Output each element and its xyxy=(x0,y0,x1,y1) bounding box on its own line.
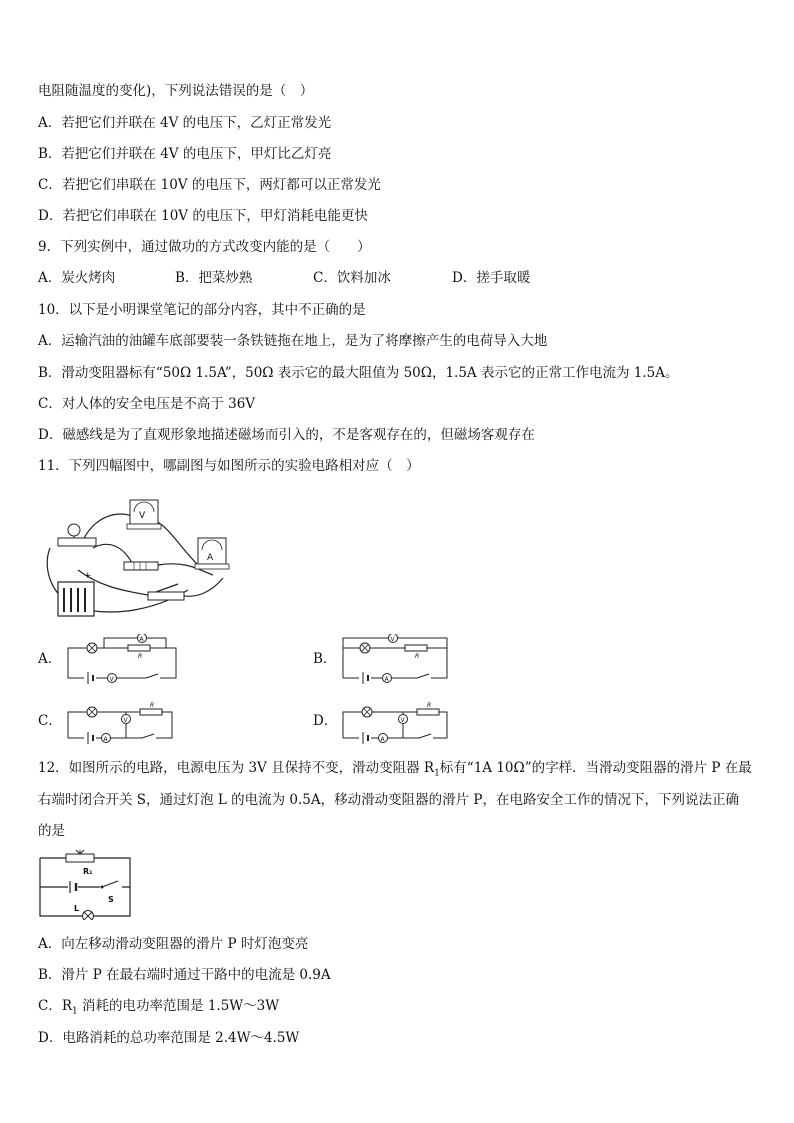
q9-option-b: B．把菜炒熟 xyxy=(175,270,253,286)
q9-option-d: D．搓手取暖 xyxy=(452,270,531,286)
q10-option-c: C．对人体的安全电压是不高于 36V xyxy=(38,396,256,412)
svg-text:R: R xyxy=(138,653,143,660)
svg-text:A: A xyxy=(139,636,144,643)
q12-circuit-figure xyxy=(38,850,134,920)
rheostat-icon xyxy=(124,562,158,570)
q12-stem-line-2: 右端时闭合开关 S，通过灯泡 L 的电流为 0.5A，移动滑动变阻器的滑片 P，在电路安全工作的情况下，下列说法正确 xyxy=(38,792,739,808)
q11-experiment-circuit-figure xyxy=(38,490,248,620)
switch-icon xyxy=(148,584,184,600)
lamp-icon xyxy=(58,524,96,546)
svg-text:R₁: R₁ xyxy=(83,867,93,876)
svg-text:L: L xyxy=(74,904,80,913)
ammeter-icon xyxy=(195,538,229,569)
svg-text:A: A xyxy=(380,736,385,743)
q10-stem: 10．以下是小明课堂笔记的部分内容，其中不正确的是 xyxy=(38,302,366,318)
svg-text:S: S xyxy=(108,895,114,904)
q11-option-a-label: A． xyxy=(38,651,62,667)
q8-option-c: C．若把它们串联在 10V 的电压下，两灯都可以正常发光 xyxy=(38,177,381,193)
q11-option-d-label: D． xyxy=(313,713,338,729)
q11-option-d-circuit xyxy=(341,700,453,744)
q11-option-b-circuit xyxy=(341,634,453,684)
q10-option-d: D．磁感线是为了直观形象地描述磁场而引入的，不是客观存在的，但磁场客观存在 xyxy=(38,427,535,443)
q12-option-d: D．电路消耗的总功率范围是 2.4W～4.5W xyxy=(38,1030,300,1046)
q9-option-c: C．饮料加冰 xyxy=(313,270,391,286)
svg-text:R: R xyxy=(150,702,155,709)
svg-text:R: R xyxy=(415,653,420,660)
svg-text:A: A xyxy=(384,676,389,683)
q8-option-d: D．若把它们串联在 10V 的电压下，甲灯消耗电能更快 xyxy=(38,208,368,224)
q10-option-b: B．滑动变阻器标有“50Ω 1.5A”，50Ω 表示它的最大阻值为 50Ω，1.5A 表示它的正常工作电流为 1.5A。 xyxy=(38,365,679,381)
svg-text:A: A xyxy=(103,736,108,743)
svg-text:V: V xyxy=(400,717,405,724)
svg-text:V: V xyxy=(139,511,146,521)
q9-option-a: A．炭火烤肉 xyxy=(38,270,116,286)
battery-icon xyxy=(58,571,94,616)
q11-option-c-label: C． xyxy=(38,713,62,729)
q8-option-b: B．若把它们并联在 4V 的电压下，甲灯比乙灯亮 xyxy=(38,146,332,162)
q8-option-a: A．若把它们并联在 4V 的电压下，乙灯正常发光 xyxy=(38,115,332,131)
q10-option-a: A．运输汽油的油罐车底部要装一条铁链拖在地上，是为了将摩擦产生的电荷导入大地 xyxy=(38,333,548,349)
svg-text:V: V xyxy=(123,717,128,724)
q9-stem: 9．下列实例中，通过做功的方式改变内能的是（ ） xyxy=(38,239,371,255)
voltmeter-icon xyxy=(127,500,161,529)
q11-option-b-label: B． xyxy=(313,651,337,667)
q12-option-c: C．$R_1$ 消耗的电功率范围是 1.5W～3W xyxy=(38,998,280,1017)
svg-text:V: V xyxy=(390,636,395,643)
svg-text:V: V xyxy=(109,676,114,683)
svg-text:A: A xyxy=(207,553,214,563)
q12-stem-line-3: 的是 xyxy=(38,823,65,839)
q11-option-a-circuit xyxy=(66,634,178,684)
q11-stem: 11．下列四幅图中，哪副图与如图所示的实验电路相对应（ ） xyxy=(38,458,420,474)
svg-text:R: R xyxy=(427,702,432,709)
q12-option-b: B．滑片 P 在最右端时通过干路中的电流是 0.9A xyxy=(38,967,331,983)
svg-text:+: + xyxy=(84,571,92,581)
q11-option-c-circuit xyxy=(66,700,178,744)
q12-option-a: A．向左移动滑动变阻器的滑片 P 时灯泡变亮 xyxy=(38,936,309,952)
q8-stem-tail: 电阻随温度的变化)，下列说法错误的是（ ） xyxy=(38,83,314,99)
q12-stem-line-1: 12．如图所示的电路，电源电压为 3V 且保持不变，滑动变阻器 $R_1$标有“1A 10Ω”的字样．当滑动变阻器的滑片 P 在最 xyxy=(38,760,752,779)
